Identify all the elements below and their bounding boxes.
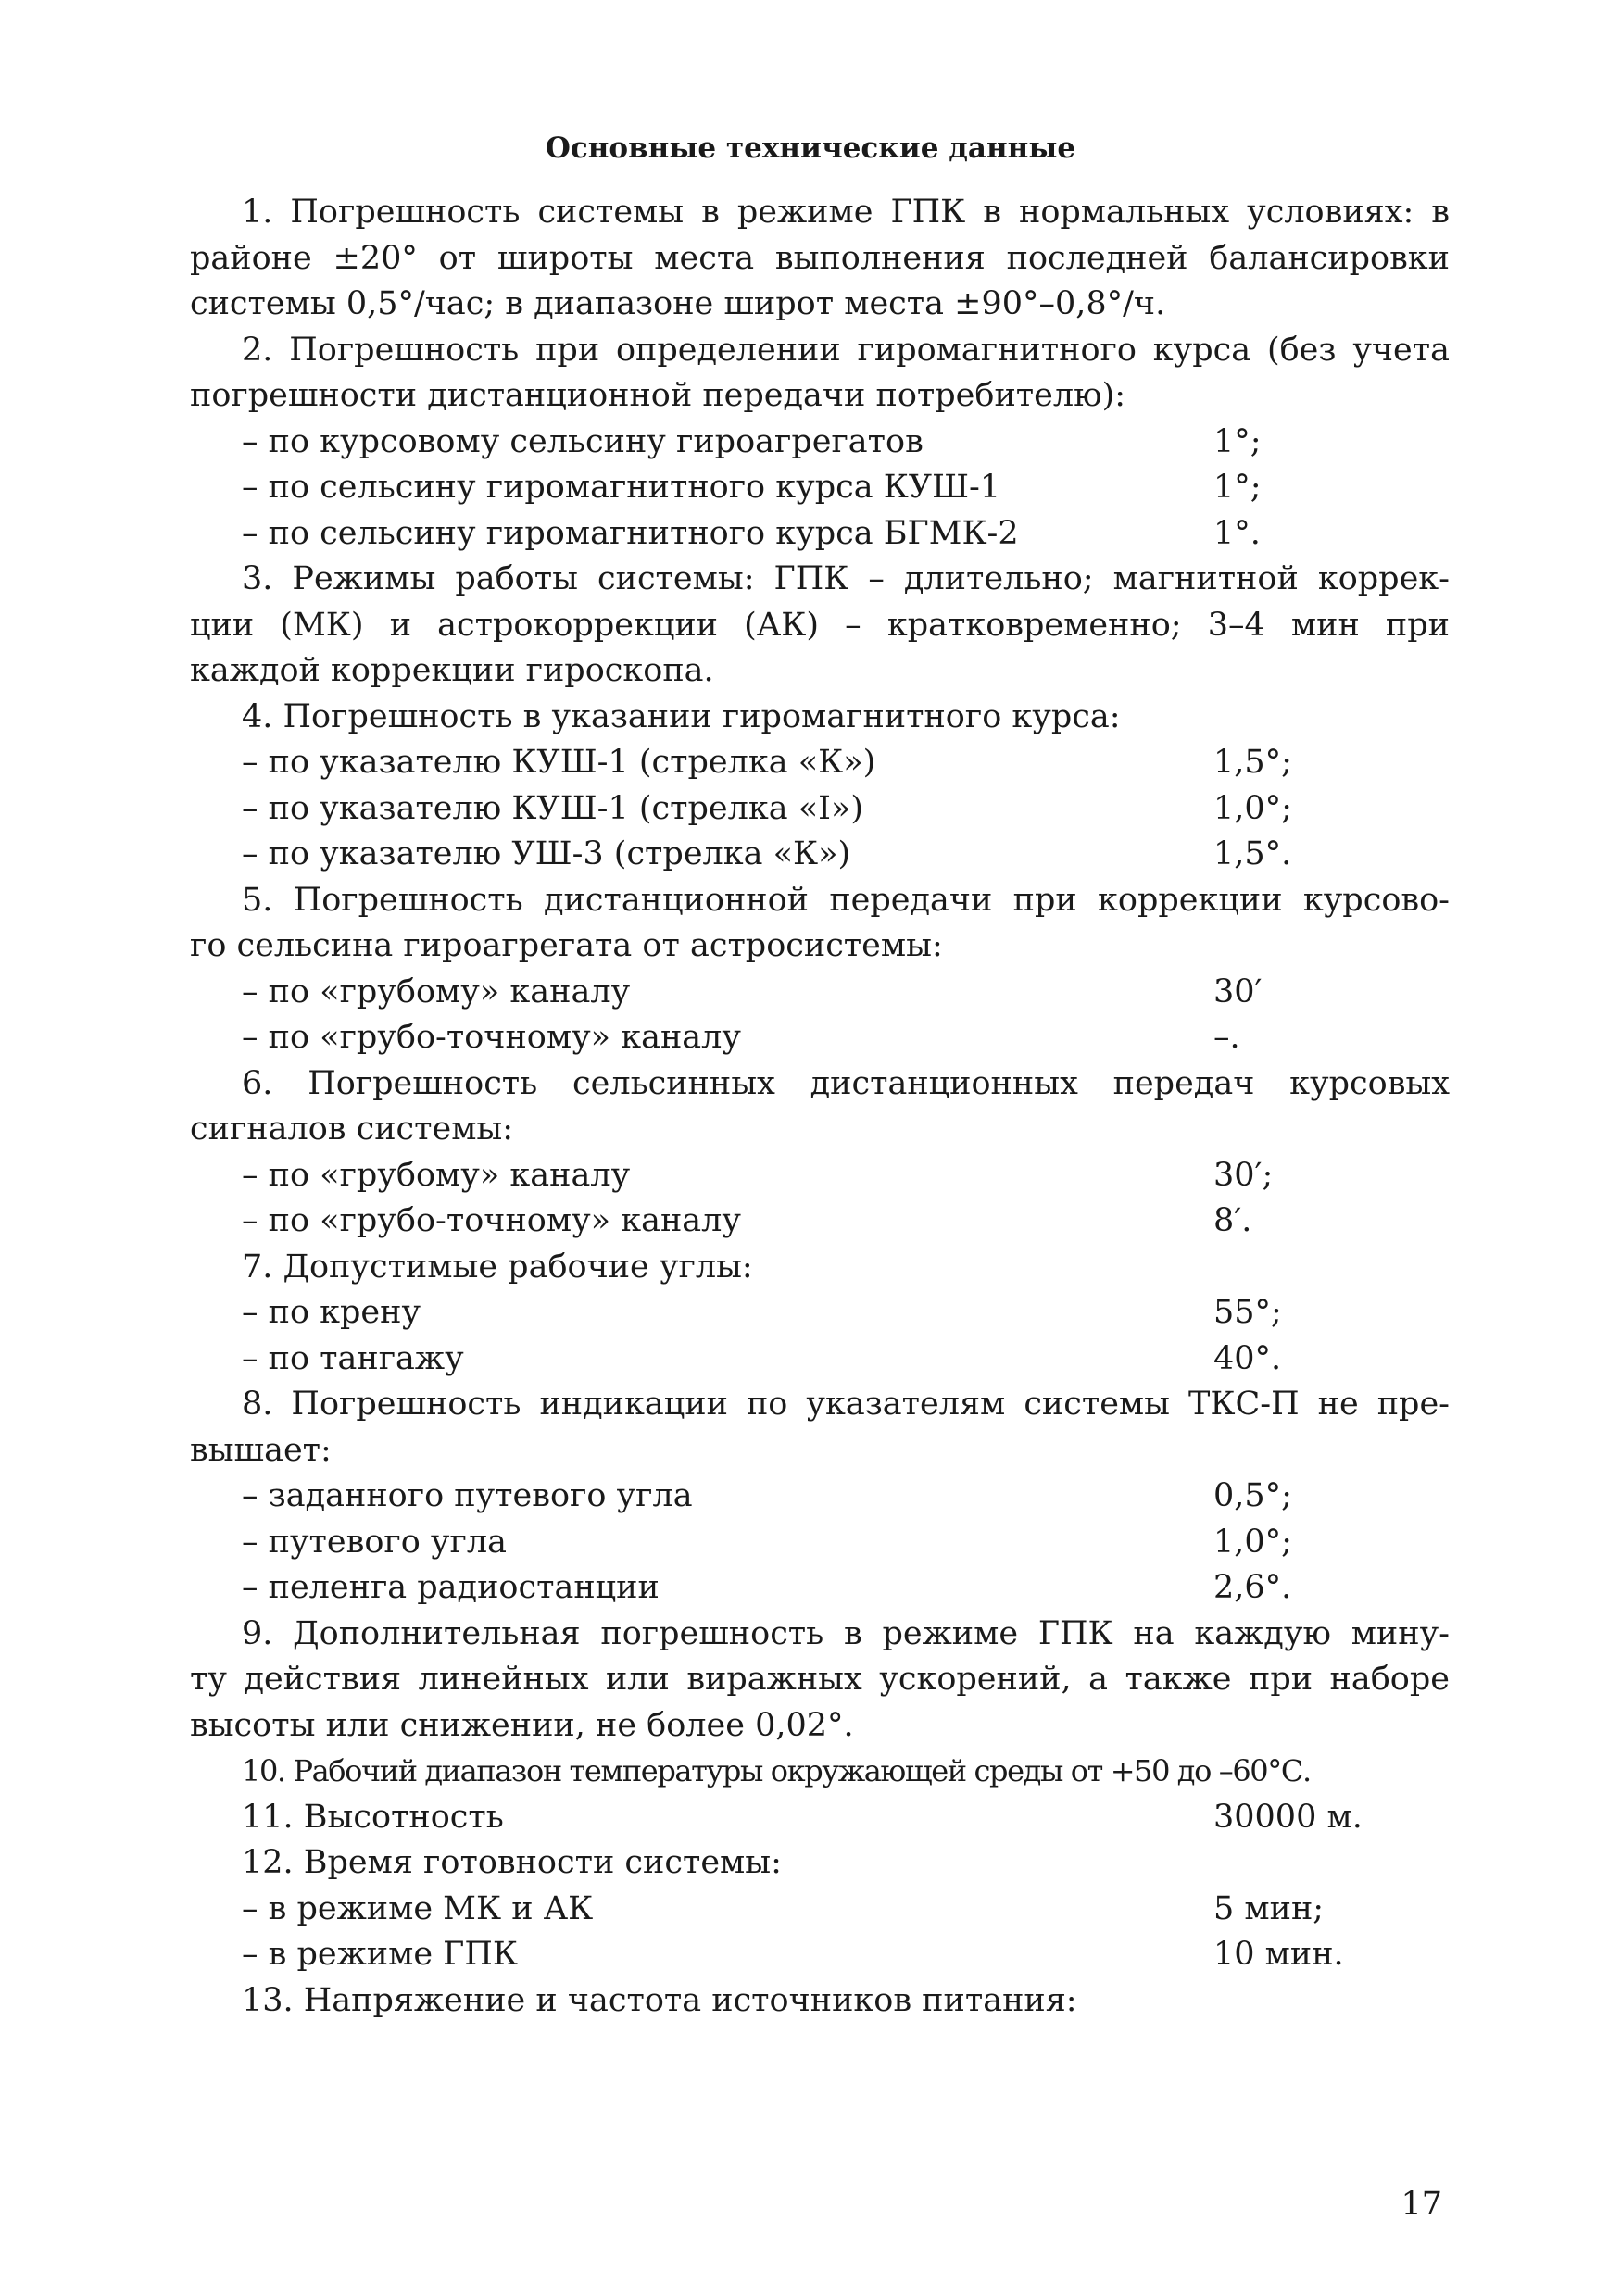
line-text: районе ±20° от широты места выполнения последней балансировки	[190, 239, 1450, 277]
text-line	[190, 648, 1450, 695]
section-heading: Основные технические данные	[545, 132, 1076, 165]
line-text: – в режиме ГПК	[242, 1936, 518, 1973]
line-text: – по указателю УШ-3 (стрелка «К»)	[242, 835, 851, 872]
spec-item	[190, 1887, 1450, 1933]
line-text: – по курсовому сельсину гироагрегатов	[242, 422, 924, 460]
line-text: – по «грубому» каналу	[242, 1156, 631, 1194]
line-text: 2. Погрешность при определении гиромагнитного курса (без учета	[242, 331, 1450, 369]
spec-value: 30000 м.	[1213, 1798, 1363, 1836]
spec-value: 8′.	[1213, 1202, 1252, 1239]
spec-value: 0,5°;	[1213, 1477, 1292, 1514]
spec-item	[190, 1336, 1450, 1383]
spec-value: 5 мин;	[1213, 1889, 1325, 1927]
spec-item	[190, 1153, 1450, 1199]
line-text: – по крену	[242, 1294, 421, 1331]
spec-value: 40°.	[1213, 1339, 1282, 1377]
line-text: сигналов системы:	[190, 1110, 514, 1148]
spec-value: 1°;	[1213, 469, 1262, 506]
line-text: каждой коррекции гироскопа.	[190, 652, 714, 689]
spec-item	[190, 465, 1450, 511]
line-text: высоты или снижении, не более 0,02°.	[190, 1706, 854, 1744]
line-text: – заданного путевого угла	[242, 1477, 693, 1514]
spec-item	[190, 1290, 1450, 1336]
text-line	[190, 923, 1450, 970]
line-text: ции (МК) и астрокоррекции (АК) – кратковременно; 3–4 мин при	[190, 606, 1450, 644]
line-text: 11. Высотность	[242, 1798, 504, 1836]
body-text	[190, 190, 1450, 2024]
line-text: 12. Время готовности системы:	[242, 1844, 782, 1881]
text-line	[190, 1978, 1450, 2025]
spec-item	[190, 832, 1450, 878]
spec-item	[190, 786, 1450, 833]
text-line	[190, 1107, 1450, 1153]
spec-item	[190, 1565, 1450, 1612]
spec-value: 30′;	[1213, 1156, 1274, 1194]
spec-value: 1°.	[1213, 514, 1261, 552]
line-text: 3. Режимы работы системы: ГПК – длительно; магнитной коррек-	[242, 560, 1450, 597]
line-text: 7. Допустимые рабочие углы:	[242, 1248, 753, 1286]
spec-value: 30′	[1213, 972, 1263, 1010]
line-text: погрешности дистанционной передачи потребителю):	[190, 377, 1126, 414]
text-line	[190, 1061, 1450, 1108]
line-text: – по «грубо-точному» каналу	[242, 1019, 741, 1056]
spec-item	[190, 1520, 1450, 1566]
spec-value: 1,0°;	[1213, 1523, 1292, 1561]
line-text: ту действия линейных или виражных ускорений, а также при наборе	[190, 1661, 1450, 1698]
spec-item	[190, 970, 1450, 1016]
line-text: 13. Напряжение и частота источников питания:	[242, 1981, 1077, 2019]
text-line	[190, 373, 1450, 420]
text-line	[190, 878, 1450, 924]
line-text: – путевого угла	[242, 1523, 507, 1561]
spec-item	[190, 1932, 1450, 1978]
text-line	[190, 603, 1450, 649]
spec-value: 1,5°.	[1213, 835, 1292, 872]
spec-value: 10 мин.	[1213, 1936, 1344, 1973]
text-line	[190, 1612, 1450, 1658]
line-text: – по указателю КУШ-1 (стрелка «I»)	[242, 789, 864, 827]
line-text: – по «грубо-точному» каналу	[242, 1202, 741, 1239]
spec-value: 2,6°.	[1213, 1569, 1292, 1606]
line-text: системы 0,5°/час; в диапазоне широт места ±90°–0,8°/ч.	[190, 285, 1166, 322]
spec-item	[190, 420, 1450, 466]
spec-item	[190, 1015, 1450, 1061]
text-line	[190, 1657, 1450, 1703]
text-line	[190, 1382, 1450, 1428]
text-line	[190, 236, 1450, 282]
spec-value: 1,5°;	[1213, 744, 1292, 781]
line-text: – пеленга радиостанции	[242, 1569, 660, 1606]
spec-value: 1°;	[1213, 422, 1262, 460]
text-line	[190, 557, 1450, 603]
line-text: – в режиме МК и АК	[242, 1889, 594, 1927]
line-text: 8. Погрешность индикации по указателям системы ТКС-П не пре-	[242, 1386, 1450, 1423]
line-text: 4. Погрешность в указании гиромагнитного курса:	[242, 697, 1121, 735]
spec-item	[190, 511, 1450, 558]
line-text: го сельсина гироагрегата от астросистемы:	[190, 927, 943, 964]
spec-value: –.	[1213, 1019, 1240, 1056]
text-line	[190, 1840, 1450, 1887]
text-line	[190, 328, 1450, 374]
line-text: 6. Погрешность сельсинных дистанционных передач курсовых	[242, 1064, 1450, 1102]
spec-value: 55°;	[1213, 1294, 1282, 1331]
line-text: вышает:	[190, 1431, 332, 1469]
text-line	[190, 1245, 1450, 1291]
line-text: – по «грубому» каналу	[242, 972, 631, 1010]
spec-item	[190, 1474, 1450, 1520]
line-text: 10. Рабочий диапазон температуры окружающей среды от +50 до –60°С.	[242, 1753, 1311, 1788]
line-text: 5. Погрешность дистанционной передачи при коррекции курсово-	[242, 881, 1450, 919]
spec-item	[190, 1198, 1450, 1245]
text-line	[190, 190, 1450, 236]
text-line	[190, 1749, 1450, 1795]
spec-value: 1,0°;	[1213, 789, 1292, 827]
text-line	[190, 1428, 1450, 1474]
line-text: – по сельсину гиромагнитного курса КУШ-1	[242, 469, 1001, 506]
line-text: – по тангажу	[242, 1339, 464, 1377]
text-line	[190, 1703, 1450, 1750]
line-text: – по сельсину гиромагнитного курса БГМК-2	[242, 514, 1019, 552]
line-text: 1. Погрешность системы в режиме ГПК в нормальных условиях: в	[242, 194, 1450, 231]
spec-item	[190, 1795, 1450, 1841]
page-number: 17	[1401, 2186, 1442, 2223]
line-text: – по указателю КУШ-1 (стрелка «К»)	[242, 744, 876, 781]
text-line	[190, 282, 1450, 328]
spec-item	[190, 740, 1450, 786]
text-line	[190, 695, 1450, 741]
line-text: 9. Дополнительная погрешность в режиме ГПК на каждую мину-	[242, 1614, 1450, 1652]
